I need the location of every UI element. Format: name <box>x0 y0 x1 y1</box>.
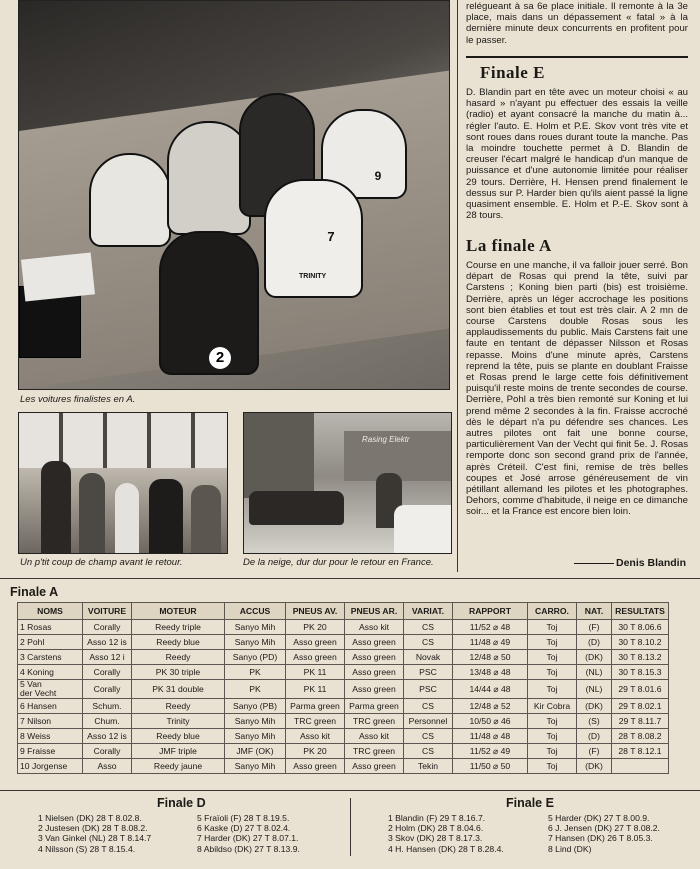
table-cell: 11/50 ⌀ 50 <box>453 759 528 774</box>
finale-e-text: D. Blandin part en tête avec un moteur choisi « au hasard » n'ayant pu effectuer des essais la veille (radio) et ayant consacré la manche du matin à... régler l'auto. E. Holm et P.E. Skov vont très vite et sont roues dans roues durant toute la manche. Pas la moindre touchette permet à D. Blandin de creuser l'écart malgré le handicap d'un manque de puissance et d'une autonomie limitée pour réaliser 29 tours. Derrière, H. Hensen prend finalement le dessus sur P. Harder bien qu'ils aient passé la ligne quasiment ensemble. E. Holm et P.-E. Skov sont à 28 tours. <box>466 87 688 222</box>
list-item: 8 Lind (DK) <box>548 843 592 854</box>
col-rapport: RAPPORT <box>453 603 528 620</box>
table-cell: CS <box>404 620 453 635</box>
finalist-cars-photo <box>18 0 450 390</box>
window-frame <box>19 413 227 468</box>
table-cell: Schum. <box>83 699 132 714</box>
table-cell: Asso green <box>286 650 345 665</box>
table-cell: PK <box>225 680 286 699</box>
table-cell: 5 Van der Vecht <box>18 680 83 699</box>
table-cell: Sanyo (PD) <box>225 650 286 665</box>
col-resultats: RESULTATS <box>612 603 669 620</box>
table-cell: (DK) <box>577 699 612 714</box>
table-cell: (DK) <box>577 759 612 774</box>
table-cell: Asso <box>83 759 132 774</box>
col-pneus-ar: PNEUS AR. <box>345 603 404 620</box>
table-header-row <box>18 603 669 620</box>
shop-sign: Rasing Elektr <box>362 435 410 444</box>
table-cell: Asso green <box>345 650 404 665</box>
table-cell: Personnel <box>404 714 453 729</box>
list-item: 2 Holm (DK) 28 T 8.04.6. <box>388 823 484 834</box>
table-cell: Reedy <box>132 699 225 714</box>
right-photo-caption: De la neige, dur dur pour le retour en France. <box>243 557 434 568</box>
col-carro: CARRO. <box>528 603 577 620</box>
table-cell: Asso green <box>286 635 345 650</box>
table-cell: Corally <box>83 620 132 635</box>
finale-e-results-title: Finale E <box>506 796 554 810</box>
table-cell: 30 T 8.13.2 <box>612 650 669 665</box>
table-cell: Asso green <box>345 635 404 650</box>
person-silhouette <box>115 483 139 553</box>
table-cell: 13/48 ⌀ 48 <box>453 665 528 680</box>
table-row <box>18 759 669 774</box>
table-cell: Toj <box>528 635 577 650</box>
table-cell: TRC green <box>286 714 345 729</box>
person-silhouette <box>41 461 71 553</box>
paper-sheet <box>21 252 95 301</box>
table-cell: Toj <box>528 680 577 699</box>
finale-e-heading: Finale E <box>480 63 545 82</box>
finale-a-heading: La finale A <box>466 236 552 255</box>
author-name: Denis Blandin <box>616 557 687 569</box>
snow-parking-photo <box>243 412 452 554</box>
table-cell: (NL) <box>577 680 612 699</box>
table-cell: 10/50 ⌀ 46 <box>453 714 528 729</box>
table-cell: Asso green <box>345 680 404 699</box>
table-row <box>18 699 669 714</box>
table-cell: Parma green <box>345 699 404 714</box>
results-rule <box>0 578 700 579</box>
table-cell: Corally <box>83 744 132 759</box>
table-cell: 14/44 ⌀ 48 <box>453 680 528 699</box>
list-item: 8 Abildso (DK) 27 T 8.13.9. <box>197 843 300 854</box>
table-cell: PK 30 triple <box>132 665 225 680</box>
list-item: 4 Nilsson (S) 28 T 8.15.4. <box>38 843 136 854</box>
table-cell: TRC green <box>345 714 404 729</box>
table-cell: Reedy blue <box>132 635 225 650</box>
car-body-white-left <box>89 153 171 247</box>
table-cell: Reedy triple <box>132 620 225 635</box>
table-cell: 11/52 ⌀ 49 <box>453 744 528 759</box>
list-item: 4 H. Hansen (DK) 28 T 8.28.4. <box>388 843 504 854</box>
table-row <box>18 744 669 759</box>
table-cell: Chum. <box>83 714 132 729</box>
table-cell: Asso 12 i <box>83 650 132 665</box>
table-cell: 29 T 8.01.6 <box>612 680 669 699</box>
table-cell: Trinity <box>132 714 225 729</box>
list-item: 7 Hansen (DK) 26 T 8.05.3. <box>548 833 653 844</box>
list-item: 1 Nielsen (DK) 28 T 8.02.8. <box>38 813 142 823</box>
table-cell: Sanyo Mih <box>225 759 286 774</box>
table-row <box>18 729 669 744</box>
table-cell: Asso kit <box>345 620 404 635</box>
person-silhouette <box>191 485 221 553</box>
table-cell: Toj <box>528 620 577 635</box>
table-cell: CS <box>404 744 453 759</box>
table-cell: Toj <box>528 729 577 744</box>
table-cell: 8 Weiss <box>18 729 83 744</box>
table-cell: Sanyo Mih <box>225 714 286 729</box>
finale-d-right-list <box>197 813 347 854</box>
table-cell: 11/52 ⌀ 48 <box>453 620 528 635</box>
table-cell: Corally <box>83 665 132 680</box>
table-row <box>18 635 669 650</box>
table-cell: 2 Pohl <box>18 635 83 650</box>
table-cell: Toj <box>528 714 577 729</box>
table-cell: Sanyo Mih <box>225 635 286 650</box>
list-item: 1 Blandin (F) 29 T 8.16.7. <box>388 813 486 823</box>
car-number-9: 9 <box>374 169 382 183</box>
table-cell: 28 T 8.12.1 <box>612 744 669 759</box>
table-cell: Parma green <box>286 699 345 714</box>
finale-divider <box>350 798 351 856</box>
list-item: 6 J. Jensen (DK) 27 T 8.08.2. <box>548 823 660 834</box>
table-cell: 10 Jorgense <box>18 759 83 774</box>
table-cell: Sanyo Mih <box>225 620 286 635</box>
table-cell: Asso green <box>345 665 404 680</box>
table-cell: PK 11 <box>286 680 345 699</box>
people-photo <box>18 412 228 554</box>
table-cell: Toj <box>528 744 577 759</box>
col-variat: VARIAT. <box>404 603 453 620</box>
table-cell: 11/48 ⌀ 48 <box>453 729 528 744</box>
table-cell: Novak <box>404 650 453 665</box>
col-nat: NAT. <box>577 603 612 620</box>
finale-e-right-list <box>548 813 698 854</box>
car-white <box>394 505 451 553</box>
table-cell: TRC green <box>345 744 404 759</box>
table-cell: CS <box>404 729 453 744</box>
finale-a-text: Course en une manche, il va falloir jouer serré. Bon départ de Rosas qui prend la tête, suivi par Carstens ; Koning bien parti (bis) est troisième. Derrière, après un léger accrochage les positions sont bien établies et tout est très clair. A 2 mn de course Carstens double Rosas sous les applaudissements du public. Mais Carstens fait une faute en tentant de dépasser Nilsson et Rosas repasse. Moins d'une minute après, Carstens reprend la tête, puis se plante en doublant Fraisse et Rosas prend le large cette fois définitivement puisqu'il reste moins de trente secondes de course. Derrière, Pohl a très bien remonté sur Koning et lui prend même 2 secondes à la fin. Fraisse accroché dès le départ n'a pu défendre ses chances. Les autres pilotes ont fait une bonne course, particulièrement Van der Vecht qui finit 5e. J. Rosas remporte donc son second grand prix de l'année, après Créteil. C'est fini, remise de très belles coupes et José arrose généreusement de vin pétillant allemand les pilotes et les photographes. Dehors, comme d'habitude, il neige en ce dimanche soir... et la France est encore bien loin. <box>466 260 688 518</box>
table-cell: PK 20 <box>286 620 345 635</box>
table-cell: Reedy blue <box>132 729 225 744</box>
table-cell: JMF triple <box>132 744 225 759</box>
author-rule <box>574 563 614 564</box>
table-cell: Reedy jaune <box>132 759 225 774</box>
table-cell: (NL) <box>577 665 612 680</box>
table-cell: 30 T 8.10.2 <box>612 635 669 650</box>
table-cell: 28 T 8.08.2 <box>612 729 669 744</box>
list-item: 5 Fraïoli (F) 28 T 8.19.5. <box>197 813 290 823</box>
table-cell: Sanyo Mih <box>225 729 286 744</box>
list-item: 2 Justesen (DK) 28 T 8.08.2. <box>38 823 148 834</box>
table-cell: (DK) <box>577 650 612 665</box>
table-cell: PSC <box>404 665 453 680</box>
table-cell: 12/48 ⌀ 50 <box>453 650 528 665</box>
table-cell: Asso 12 is <box>83 635 132 650</box>
finale-e-left-list <box>388 813 553 854</box>
table-cell: Asso green <box>345 759 404 774</box>
table-cell: PK 11 <box>286 665 345 680</box>
finale-a-table-title: Finale A <box>10 585 59 599</box>
table-cell: 30 T 8.15.3 <box>612 665 669 680</box>
table-row <box>18 650 669 665</box>
sub-results-rule <box>0 790 700 791</box>
table-cell: (S) <box>577 714 612 729</box>
table-cell: Toj <box>528 650 577 665</box>
table-cell: Reedy <box>132 650 225 665</box>
list-item: 7 Harder (DK) 27 T 8.07.1. <box>197 833 299 844</box>
table-cell: 1 Rosas <box>18 620 83 635</box>
list-item: 3 Skov (DK) 28 T 8.17.3. <box>388 833 483 844</box>
car-body-trinity <box>264 179 363 298</box>
table-row <box>18 680 669 699</box>
table-cell: PSC <box>404 680 453 699</box>
table-cell: CS <box>404 699 453 714</box>
col-moteur: MOTEUR <box>132 603 225 620</box>
finale-a-results-table <box>17 602 669 774</box>
main-photo-caption: Les voitures finalistes en A. <box>20 394 136 405</box>
table-cell: 6 Hansen <box>18 699 83 714</box>
table-cell: Toj <box>528 759 577 774</box>
finale-d-title: Finale D <box>157 796 206 810</box>
table-cell: (F) <box>577 744 612 759</box>
table-cell: Asso green <box>286 759 345 774</box>
column-divider <box>457 0 458 572</box>
left-photo-caption: Un p'tit coup de champ avant le retour. <box>20 557 183 568</box>
col-noms: NOMS <box>18 603 83 620</box>
car-number-2: 2 <box>209 347 231 369</box>
car-number-7: 7 <box>327 229 335 244</box>
table-row <box>18 714 669 729</box>
building <box>244 413 314 498</box>
table-cell: 3 Carstens <box>18 650 83 665</box>
table-cell: (D) <box>577 635 612 650</box>
table-cell: (D) <box>577 729 612 744</box>
table-cell: Asso kit <box>286 729 345 744</box>
col-accus: ACCUS <box>225 603 286 620</box>
car-sticker-trinity: TRINITY <box>299 273 327 280</box>
table-cell: 4 Koning <box>18 665 83 680</box>
section-rule <box>466 56 688 58</box>
list-item: 6 Kaske (D) 27 T 8.02.4. <box>197 823 291 834</box>
table-cell: Tekin <box>404 759 453 774</box>
table-cell: 29 T 8.02.1 <box>612 699 669 714</box>
table-cell: (F) <box>577 620 612 635</box>
list-item: 3 Van Ginkel (NL) 28 T 8.14.7 <box>38 833 152 844</box>
finale-d-left-list <box>38 813 203 854</box>
table-cell: Kir Cobra <box>528 699 577 714</box>
table-row <box>18 665 669 680</box>
table-row <box>18 620 669 635</box>
table-cell: Asso kit <box>345 729 404 744</box>
table-cell: 7 Nilson <box>18 714 83 729</box>
table-cell <box>612 759 669 774</box>
table-cell: PK 20 <box>286 744 345 759</box>
table-cell: 9 Fraisse <box>18 744 83 759</box>
table-cell: PK 31 double <box>132 680 225 699</box>
list-item: 5 Harder (DK) 27 T 8.00.9. <box>548 813 650 823</box>
table-cell: JMF (OK) <box>225 744 286 759</box>
table-cell: Sanyo (PB) <box>225 699 286 714</box>
col-voiture: VOITURE <box>83 603 132 620</box>
car-dark <box>249 491 344 525</box>
table-cell: 11/48 ⌀ 49 <box>453 635 528 650</box>
table-cell: CS <box>404 635 453 650</box>
table-cell: PK <box>225 665 286 680</box>
person-silhouette <box>79 473 105 553</box>
article-intro: relégueant à sa 6e place initiale. Il remonte à la 3e place, mais dans un dépassement « fatal » à la dernière minute deux concurrents en profitent pour le passer. <box>466 1 688 46</box>
table-cell: Toj <box>528 665 577 680</box>
table-cell: Corally <box>83 680 132 699</box>
table-cell: 29 T 8.11.7 <box>612 714 669 729</box>
col-pneus-av: PNEUS AV. <box>286 603 345 620</box>
table-cell: Asso 12 is <box>83 729 132 744</box>
person-silhouette <box>149 479 183 553</box>
table-cell: 12/48 ⌀ 52 <box>453 699 528 714</box>
table-cell: 30 T 8.06.6 <box>612 620 669 635</box>
